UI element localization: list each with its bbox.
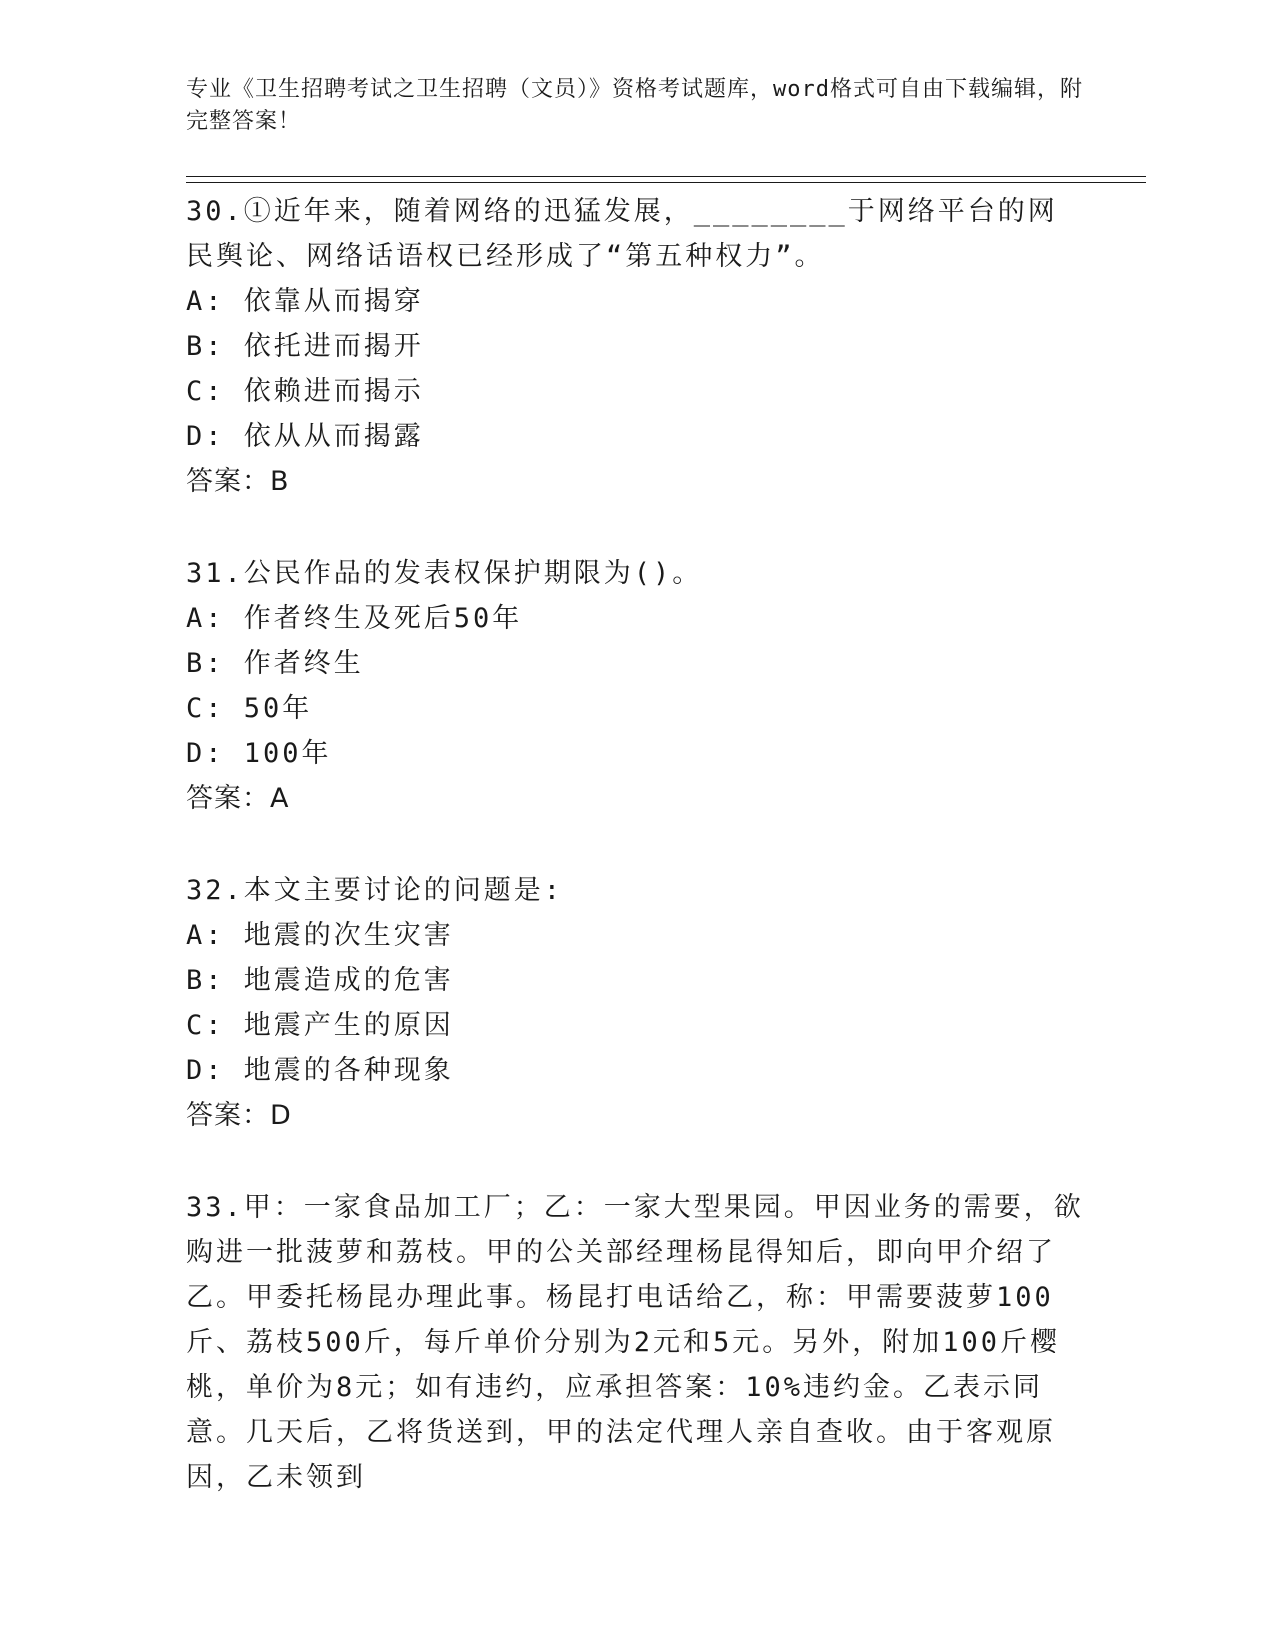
option-a: A: 作者终生及死后50年: [186, 603, 523, 634]
question-stem: 31.公民作品的发表权保护期限为()。: [186, 558, 703, 589]
question-32: [186, 868, 1086, 1138]
option-a: A: 地震的次生灾害: [186, 920, 454, 951]
question-31: [186, 551, 1086, 821]
answer-label: 答案：D: [186, 1100, 292, 1131]
option-b: B: 作者终生: [186, 648, 364, 679]
question-stem: 32.本文主要讨论的问题是:: [186, 875, 564, 906]
option-c: C: 依赖进而揭示: [186, 376, 424, 407]
question-stem: 30.①近年来，随着网络的迅猛发展，________于网络平台的网民舆论、网络话语权已经形成了“第五种权力”。: [186, 196, 1058, 272]
document-header: 专业《卫生招聘考试之卫生招聘（文员）》资格考试题库，word格式可自由下载编辑，附完整答案！: [186, 77, 1083, 134]
option-a: A: 依靠从而揭穿: [186, 286, 424, 317]
option-d: D: 依从从而揭露: [186, 421, 424, 452]
option-d: D: 100年: [186, 738, 332, 769]
answer-label: 答案：B: [186, 466, 290, 497]
question-30: [186, 189, 1086, 504]
option-d: D: 地震的各种现象: [186, 1055, 454, 1086]
header-divider: [186, 176, 1146, 183]
question-33: [186, 1185, 1086, 1500]
question-stem: 33.甲：一家食品加工厂；乙：一家大型果园。甲因业务的需要，欲购进一批菠萝和荔枝。甲的公关部经理杨昆得知后，即向甲介绍了乙。甲委托杨昆办理此事。杨昆打电话给乙，称：甲需要菠萝100斤、荔枝500斤，每斤单价分别为2元和5元。另外，附加100斤樱桃，单价为8元；如有违约，应承担答案：10%违约金。乙表示同意。几天后，乙将货送到，甲的法定代理人亲自查收。由于客观原因，乙未领到: [186, 1192, 1084, 1493]
question-list: [186, 189, 1086, 1547]
answer-label: 答案：A: [186, 783, 290, 814]
option-c: C: 地震产生的原因: [186, 1010, 454, 1041]
option-b: B: 依托进而揭开: [186, 331, 424, 362]
option-c: C: 50年: [186, 693, 313, 724]
option-b: B: 地震造成的危害: [186, 965, 454, 996]
